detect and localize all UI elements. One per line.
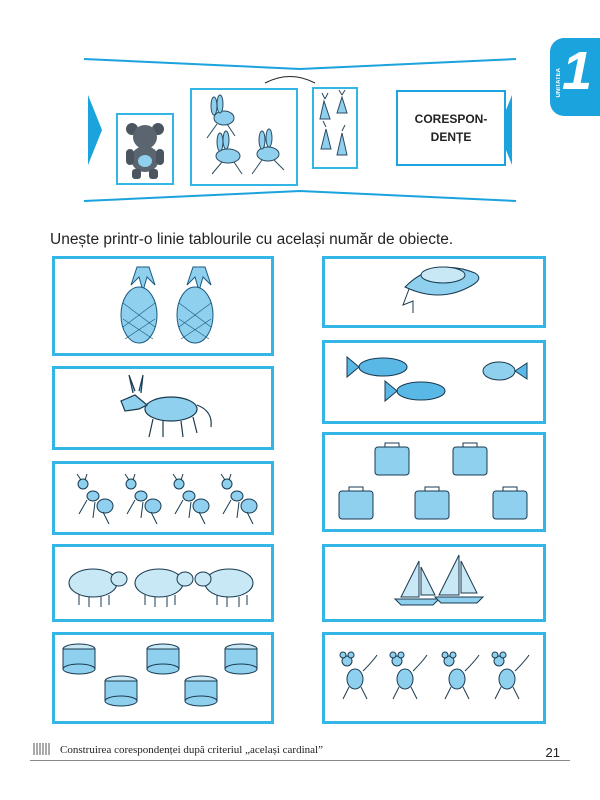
panel-ants[interactable] [52,461,274,535]
carrot-icon [314,89,356,167]
briefcase-icon [325,435,543,529]
unit-vertical-label: UNITATEA [556,68,562,98]
panel-briefcases[interactable] [322,432,546,532]
donkey-icon [55,369,271,447]
footer-book-icon [32,742,52,756]
sailboat-icon [325,547,543,619]
hat-icon [325,259,543,325]
pig-icon [55,547,271,619]
panel-donkey[interactable] [52,366,274,450]
footer-divider [30,760,570,761]
panel-pineapples[interactable] [52,256,274,356]
drum-icon [55,635,271,721]
ant-icon [55,464,271,532]
mouse-icon [325,635,543,721]
header-rabbits-box [190,88,298,186]
panel-pigs[interactable] [52,544,274,622]
panel-hat[interactable] [322,256,546,328]
panel-mice[interactable] [322,632,546,724]
page-number: 21 [545,745,560,760]
concept-label: CORESPON- DENȚE [396,90,506,166]
header-carrots-box [312,87,358,169]
pineapple-icon [55,259,271,353]
fish-icon [325,343,543,421]
panel-sailboats[interactable] [322,544,546,622]
footer-text: Construirea corespondenței după criteriul „același cardinal” [60,744,323,756]
rabbit-icon [192,90,296,184]
panel-fish[interactable] [322,340,546,424]
panel-drums[interactable] [52,632,274,724]
bear-icon [118,115,172,183]
instruction-text: Unește printr-o linie tablourile cu același număr de obiecte. [50,231,454,248]
unit-tab [550,38,600,116]
unit-number: 1 [562,41,593,101]
header-bear-box [116,113,174,185]
